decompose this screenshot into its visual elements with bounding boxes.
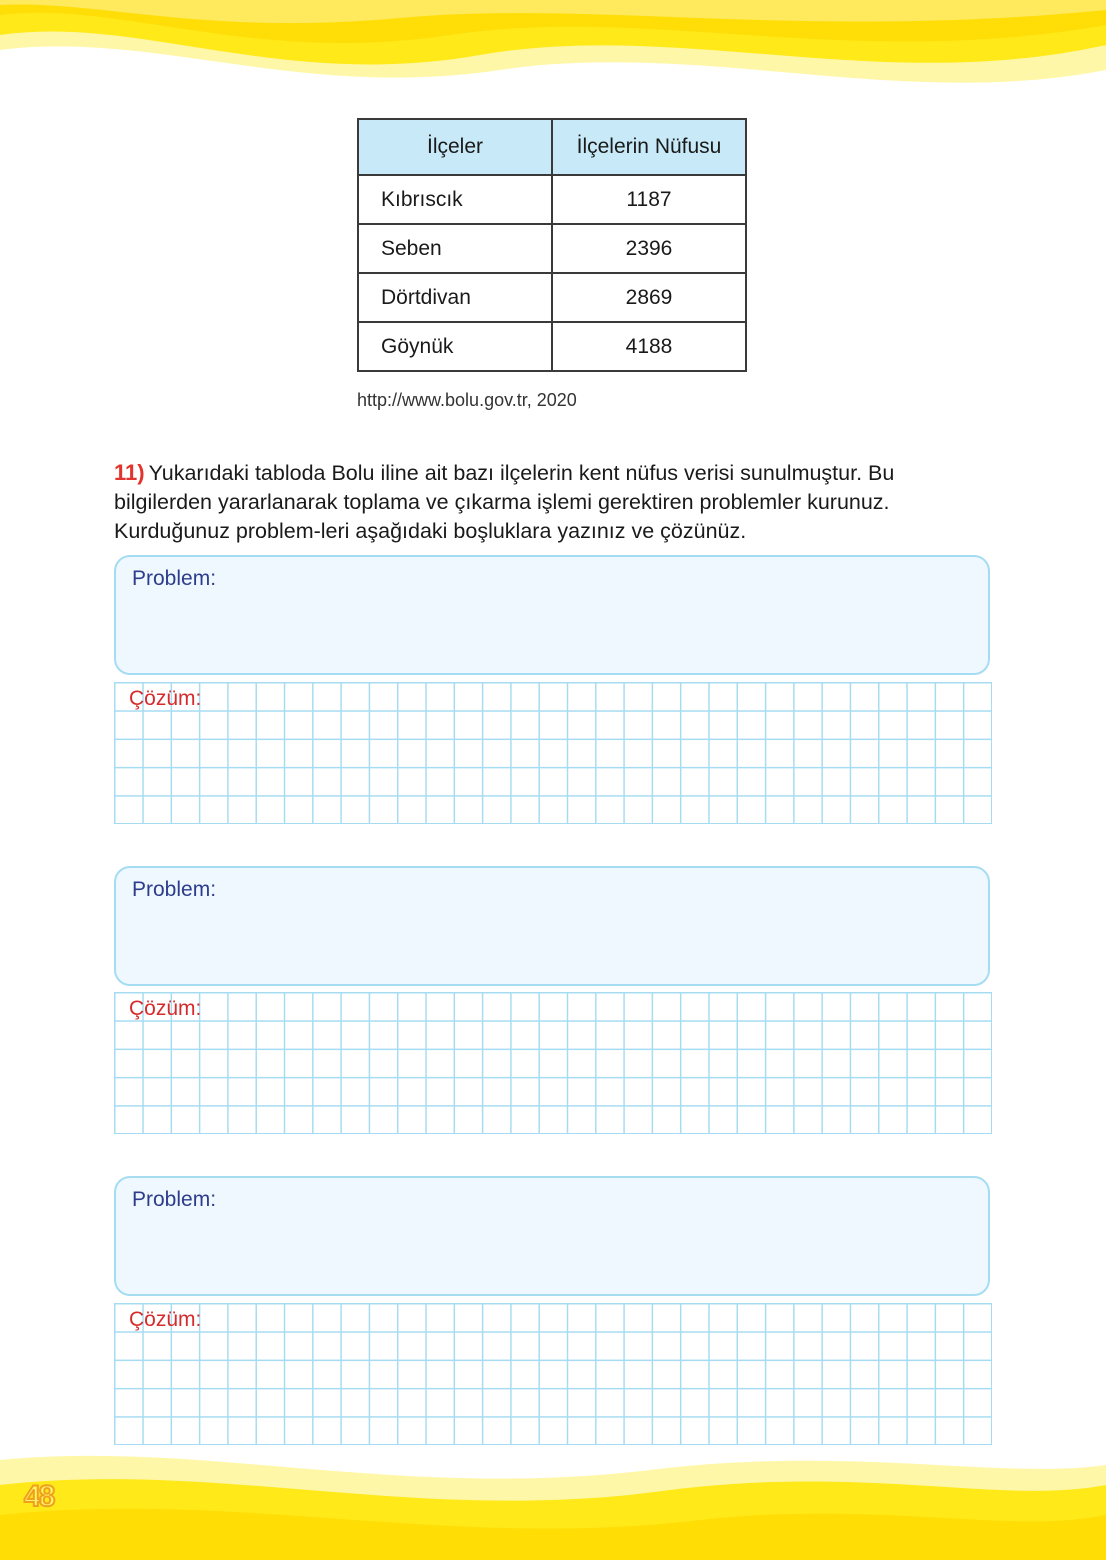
problem-label: Problem: (132, 1188, 217, 1211)
table-row (358, 224, 746, 273)
table-row (358, 273, 746, 322)
top-wave-decoration (0, 0, 1106, 110)
district-name: Göynük (358, 322, 552, 371)
problem-box[interactable] (114, 866, 990, 986)
solution-label: Çözüm: (129, 1308, 202, 1331)
question-text-block (114, 458, 994, 546)
question-text: Yukarıdaki tabloda Bolu iline ait bazı ilçelerin kent nüfus verisi sunulmuştur. Bu bilgilerden yararlanarak toplama ve çıkarma işlemi gerektiren problemler kurunuz. Kurduğunuz problem-leri aşağıdaki boşluklara yazınız ve çözünüz. (114, 461, 895, 543)
district-population: 2869 (552, 273, 746, 322)
district-name: Dörtdivan (358, 273, 552, 322)
district-population: 4188 (552, 322, 746, 371)
problem-box[interactable] (114, 1176, 990, 1296)
problem-label: Problem: (132, 878, 217, 901)
header-districts: İlçeler (358, 119, 552, 175)
table-source: http://www.bolu.gov.tr, 2020 (357, 390, 577, 410)
district-population: 1187 (552, 175, 746, 224)
solution-grid[interactable] (114, 992, 992, 1134)
solution-label: Çözüm: (129, 997, 202, 1020)
district-name: Kıbrıscık (358, 175, 552, 224)
question-number: 11) (114, 460, 145, 485)
table-row (358, 175, 746, 224)
solution-label: Çözüm: (129, 687, 202, 710)
district-name: Seben (358, 224, 552, 273)
solution-grid[interactable] (114, 1303, 992, 1445)
table-row (358, 322, 746, 371)
district-population: 2396 (552, 224, 746, 273)
problem-box[interactable] (114, 555, 990, 675)
bottom-wave-decoration (0, 1440, 1106, 1560)
header-population: İlçelerin Nüfusu (552, 119, 746, 175)
population-table (357, 118, 747, 372)
page-number: 48 (24, 1480, 54, 1513)
problem-label: Problem: (132, 567, 217, 590)
solution-grid[interactable] (114, 682, 992, 824)
